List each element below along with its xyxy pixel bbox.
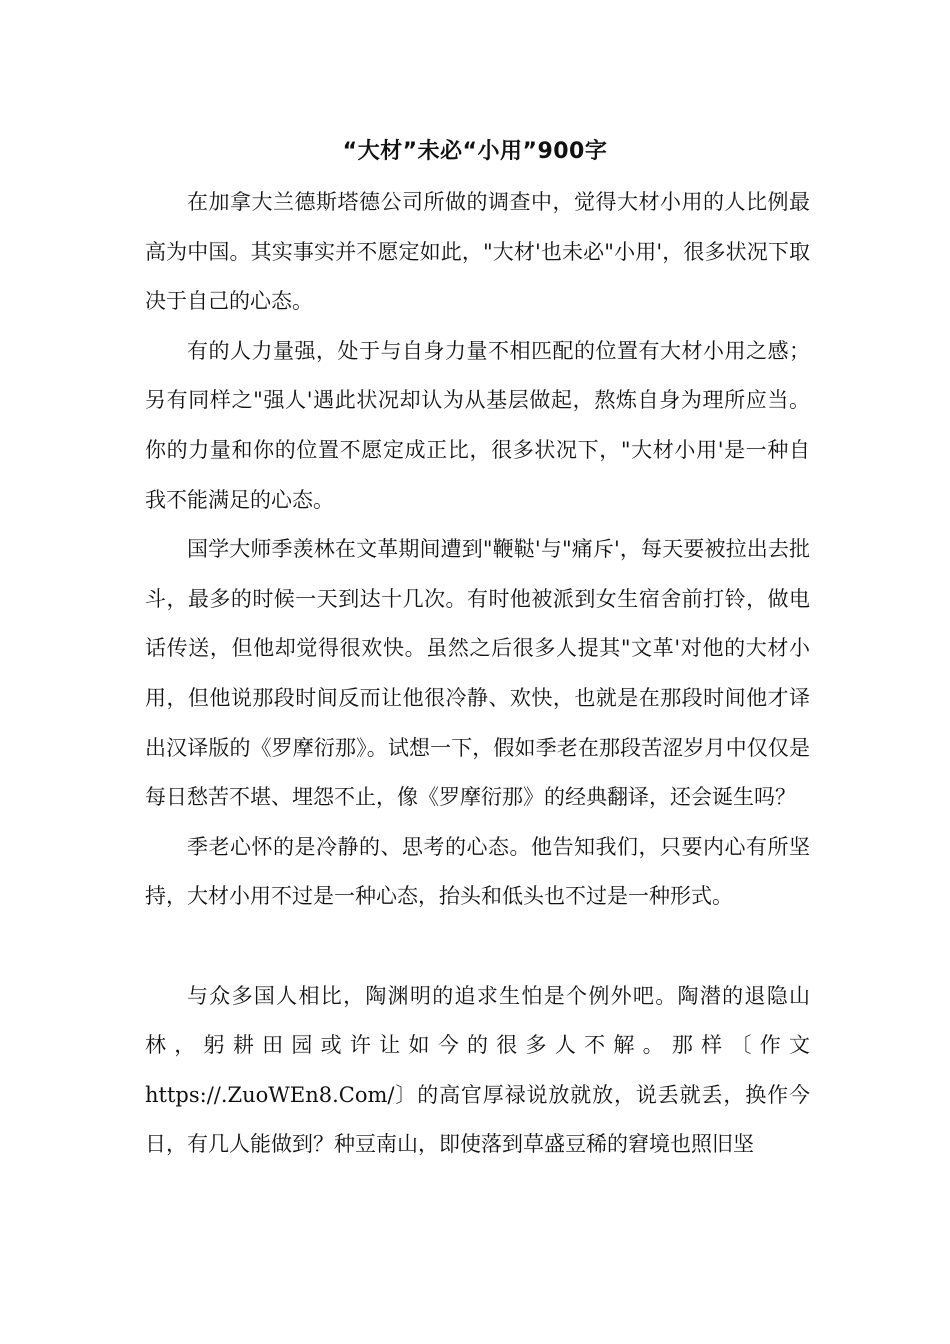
paragraph-gap	[145, 922, 810, 972]
document-title: “大材”未必“小用”900字	[342, 139, 608, 164]
paragraph-4: 季老心怀的是冷静的、思考的心态。他告知我们，只要内心有所坚持，大材小用不过是一种心态，抬头和低头也不过是一种形式。	[145, 834, 810, 909]
paragraph-2: 有的人力量强，处于与自身力量不相匹配的位置有大材小用之感；另有同样之"强人'遇此状况却认为从基层做起，熬炼自身为理所应当。你的力量和你的位置不愿定成正比，很多状况下，"大材小用'是一种自我不能满足的心态。	[145, 338, 810, 512]
paragraph-3: 国学大师季羡林在文革期间遭到"鞭鞑'与"痛斥'，每天要被拉出去批斗，最多的时候一天到达十几次。有时他被派到女生宿舍前打铃，做电话传送，但他却觉得很欢快。虽然之后很多人提其"文革'对他的大材小用，但他说那段时间反而让他很冷静、欢快，也就是在那段时间他才译出汉译版的《罗摩衍那》。试想一下，假如季老在那段苦涩岁月中仅仅是每日愁苦不堪、埋怨不止，像《罗摩衍那》的经典翻译，还会诞生吗？	[145, 537, 810, 810]
paragraph-1: 在加拿大兰德斯塔德公司所做的调查中，觉得大材小用的人比例最高为中国。其实事实并不愿定如此，"大材'也未必"小用'，很多状况下取决于自己的心态。	[145, 190, 810, 314]
document-body	[145, 178, 810, 1170]
paragraph-5: 与众多国人相比，陶渊明的追求生怕是个例外吧。陶潜的退隐山林，躬耕田园或许让如今的很多人不解。那样〔作文https://.ZuoWEn8.Com/〕的高官厚禄说放就放，说丢就丢，换作今日，有几人能做到？种豆南山，即使落到草盛豆稀的窘境也照旧坚	[145, 983, 810, 1157]
